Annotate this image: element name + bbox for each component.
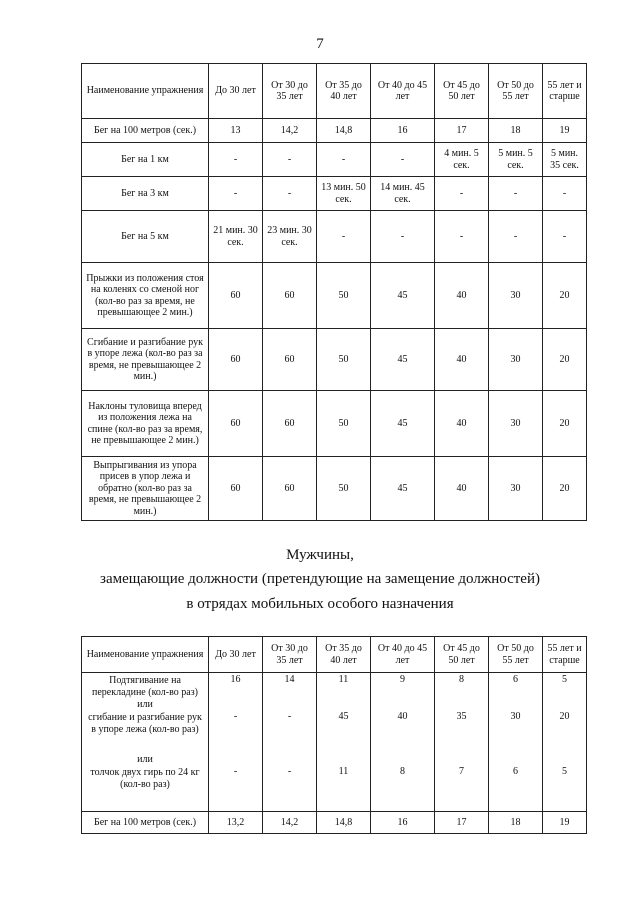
table-header-row: [82, 64, 587, 119]
table-cell: 30: [489, 391, 543, 457]
column-header: От 35 до 40 лет: [317, 64, 371, 119]
column-header: От 35 до 40 лет: [317, 637, 371, 673]
column-header: От 30 до 35 лет: [263, 637, 317, 673]
column-header: До 30 лет: [209, 64, 263, 119]
section-heading-line-2: замещающие должности (претендующие на замещение должностей): [100, 571, 540, 587]
table-cell: 50: [317, 263, 371, 329]
table-row: [82, 457, 587, 521]
table-cell: -: [287, 766, 292, 777]
table-cell: 60: [209, 329, 263, 391]
table-cell: 19: [543, 812, 587, 834]
column-header: Наименование упражнения: [82, 64, 209, 119]
column-header: 55 лет и старше: [543, 637, 587, 673]
column-header: От 40 до 45 лет: [371, 64, 435, 119]
table-cell: [265, 753, 314, 766]
table-cell-group: [209, 673, 263, 812]
table-cell: [211, 698, 260, 711]
table-cell: 35: [456, 711, 467, 722]
table-cell: 30: [489, 263, 543, 329]
table-cell: 4 мин. 5 сек.: [435, 143, 489, 177]
table-cell: 50: [317, 391, 371, 457]
table-cell: 19: [543, 119, 587, 143]
table-cell: 40: [435, 391, 489, 457]
exercise-name: Сгибание и разгибание рук в упоре лежа (кол-во раз за время, не превышающее 2 мин.): [82, 329, 209, 391]
table-cell: [545, 753, 584, 766]
section-heading-line-3: в отрядах мобильных особого назначения: [186, 596, 454, 612]
table-cell: -: [317, 211, 371, 263]
table-cell: 18: [489, 812, 543, 834]
table-cell-group: [317, 673, 371, 812]
table-cell: [373, 698, 432, 711]
table-row: [82, 812, 587, 834]
exercise-name: Бег на 1 км: [82, 143, 209, 177]
table-cell: 16: [230, 674, 241, 685]
table-cell: 5 мин. 5 сек.: [489, 143, 543, 177]
table-cell: 6: [513, 674, 518, 685]
standards-table-2: [81, 636, 587, 834]
table-cell: 45: [371, 329, 435, 391]
column-header: 55 лет и старше: [543, 64, 587, 119]
table-cell: 16: [371, 812, 435, 834]
table-cell: 17: [435, 119, 489, 143]
table-cell: 40: [435, 329, 489, 391]
column-header: От 50 до 55 лет: [489, 64, 543, 119]
column-header: От 30 до 35 лет: [263, 64, 317, 119]
table-cell: 13 мин. 50 сек.: [317, 177, 371, 211]
table-cell: 40: [435, 263, 489, 329]
table-cell: -: [435, 211, 489, 263]
table-cell-group: [263, 673, 317, 812]
exercise-name: сгибание и разгибание рук в упоре лежа (кол-во раз): [88, 712, 202, 735]
table-cell-group: [489, 673, 543, 812]
table-cell: -: [317, 143, 371, 177]
table-cell: 14,2: [263, 812, 317, 834]
table-row: [82, 329, 587, 391]
table-cell: 20: [543, 391, 587, 457]
table-row: [82, 177, 587, 211]
table-cell: 50: [317, 457, 371, 521]
table-cell: 20: [543, 263, 587, 329]
table-cell: 14,8: [317, 119, 371, 143]
table-cell: [319, 698, 368, 711]
exercise-name: или: [137, 699, 153, 710]
exercise-name: Бег на 3 км: [82, 177, 209, 211]
table-cell: -: [209, 143, 263, 177]
table-cell: 14,2: [263, 119, 317, 143]
table-cell: 60: [263, 329, 317, 391]
table-cell: -: [263, 177, 317, 211]
table-cell: 13: [209, 119, 263, 143]
table-cell: [319, 753, 368, 766]
column-header: До 30 лет: [209, 637, 263, 673]
table-cell: -: [435, 177, 489, 211]
standards-table-1: [81, 63, 587, 521]
table-cell: 60: [209, 457, 263, 521]
column-header: Наименование упражнения: [82, 637, 209, 673]
table-cell: 60: [263, 391, 317, 457]
table-cell: 14: [284, 674, 295, 685]
exercise-name: Бег на 100 метров (сек.): [82, 812, 209, 834]
table-cell: 6: [513, 766, 518, 777]
combined-exercise-row: [82, 673, 587, 812]
exercise-name: Выпрыгивания из упора присев в упор лежа и обратно (кол-во раз за время, не превышающее 2 мин.): [82, 457, 209, 521]
table-cell-group: [371, 673, 435, 812]
table-cell: 5: [562, 766, 567, 777]
table-row: [82, 211, 587, 263]
exercise-name: Прыжки из положения стоя на коленях со сменой ног (кол-во раз за время, не превышающее 2 мин.): [82, 263, 209, 329]
section-heading-line-1: Мужчины,: [286, 547, 354, 563]
table-row: [82, 391, 587, 457]
table-cell: [545, 698, 584, 711]
table-cell: 11: [338, 766, 349, 777]
table-row: [82, 263, 587, 329]
table-cell: [265, 698, 314, 711]
table-cell: 45: [371, 263, 435, 329]
table-cell: -: [489, 211, 543, 263]
table-cell: 5: [562, 674, 567, 685]
table-cell: 18: [489, 119, 543, 143]
table-cell: [437, 698, 486, 711]
table-cell: 30: [489, 329, 543, 391]
exercise-name: Подтягивание на перекладине (кол-во раз): [92, 675, 198, 698]
table-cell: -: [371, 143, 435, 177]
table-cell: 11: [338, 674, 349, 685]
table-cell: [491, 698, 540, 711]
table-cell: 60: [209, 263, 263, 329]
table-cell: -: [371, 211, 435, 263]
table-cell: -: [543, 211, 587, 263]
table-cell: 45: [371, 457, 435, 521]
table-cell: -: [263, 143, 317, 177]
table-row: [82, 143, 587, 177]
table-cell: 5 мин. 35 сек.: [543, 143, 587, 177]
table-cell: [437, 753, 486, 766]
table-cell: [373, 753, 432, 766]
page-number: 7: [316, 36, 324, 52]
table-cell: 30: [510, 711, 521, 722]
table-cell: [491, 753, 540, 766]
column-header: От 45 до 50 лет: [435, 64, 489, 119]
table-cell-group: [435, 673, 489, 812]
table-cell: -: [287, 711, 292, 722]
table-cell: 60: [263, 263, 317, 329]
table-cell: 7: [459, 766, 464, 777]
table-cell: 20: [543, 329, 587, 391]
table-cell: [211, 753, 260, 766]
exercise-name: или: [137, 754, 153, 765]
table-cell: -: [543, 177, 587, 211]
table-cell: 23 мин. 30 сек.: [263, 211, 317, 263]
table-cell: 30: [489, 457, 543, 521]
exercise-name-group: [82, 673, 209, 812]
column-header: От 40 до 45 лет: [371, 637, 435, 673]
table-cell: 13,2: [209, 812, 263, 834]
exercise-name: Бег на 100 метров (сек.): [82, 119, 209, 143]
table-cell: 20: [559, 711, 570, 722]
table-cell: 45: [338, 711, 349, 722]
table-cell: 60: [209, 391, 263, 457]
table-cell: 14,8: [317, 812, 371, 834]
table-cell: -: [489, 177, 543, 211]
table-cell: 50: [317, 329, 371, 391]
table-cell: 20: [543, 457, 587, 521]
table-cell: 40: [435, 457, 489, 521]
table-cell: -: [233, 766, 238, 777]
table-cell: 14 мин. 45 сек.: [371, 177, 435, 211]
table-cell: 8: [400, 766, 405, 777]
table-cell: 16: [371, 119, 435, 143]
table-header-row: [82, 637, 587, 673]
exercise-name: Бег на 5 км: [82, 211, 209, 263]
exercise-name: толчок двух гирь по 24 кг (кол-во раз): [90, 767, 200, 790]
table-cell: 60: [263, 457, 317, 521]
exercise-name: Наклоны туловища вперед из положения лежа на спине (кол-во раз за время, не превышающее 2 мин.): [82, 391, 209, 457]
column-header: От 50 до 55 лет: [489, 637, 543, 673]
table-cell: 40: [397, 711, 408, 722]
table-cell: -: [209, 177, 263, 211]
table-cell: -: [233, 711, 238, 722]
table-cell: 17: [435, 812, 489, 834]
table-cell: 8: [459, 674, 464, 685]
table-row: [82, 119, 587, 143]
table-cell: 21 мин. 30 сек.: [209, 211, 263, 263]
table-cell-group: [543, 673, 587, 812]
table-cell: 45: [371, 391, 435, 457]
column-header: От 45 до 50 лет: [435, 637, 489, 673]
table-cell: 9: [400, 674, 405, 685]
